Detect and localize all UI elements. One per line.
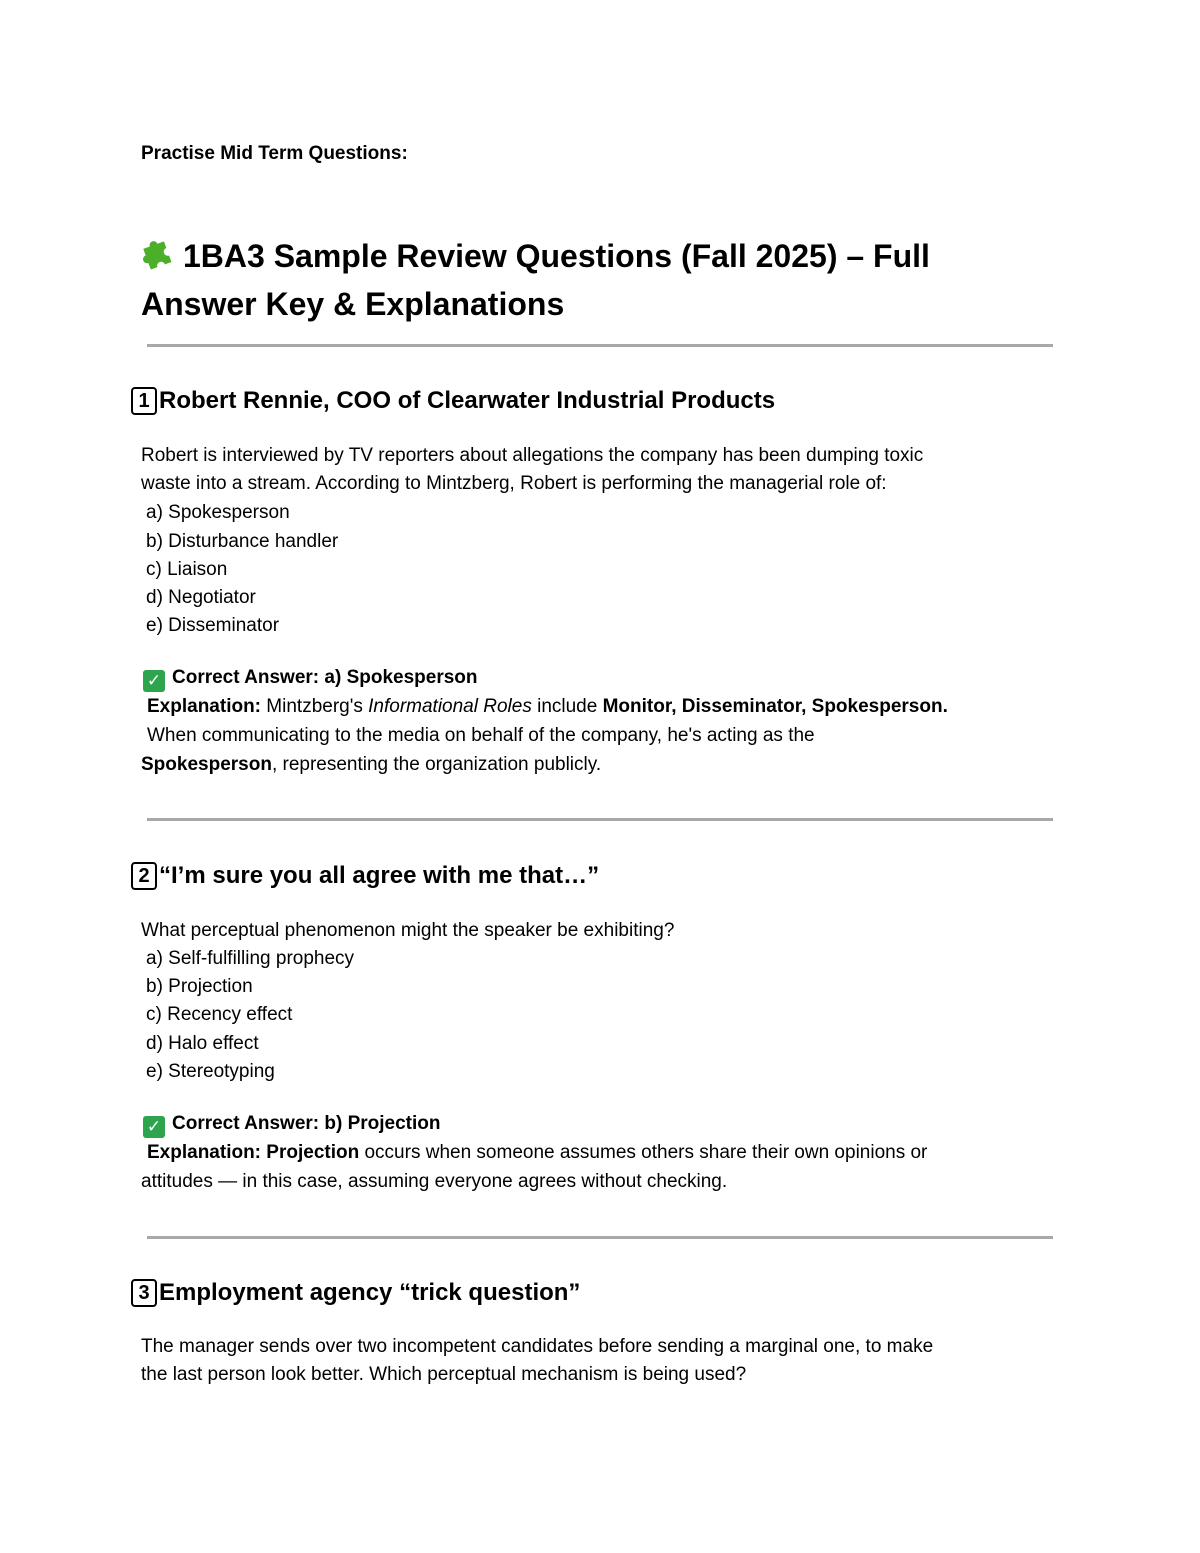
explanation-2-line-2: attitudes — in this case, assuming everyone agrees without checking.: [141, 1171, 728, 1192]
question-2-text-line-1: What perceptual phenomenon might the speaker be exhibiting?: [141, 920, 675, 941]
title-line-1: 1BA3 Sample Review Questions (Fall 2025) – Full: [183, 238, 930, 274]
question-2-title: “I’m sure you all agree with me that…”: [159, 862, 600, 889]
explanation-text: occurs when someone assumes others share their own opinions or: [359, 1142, 928, 1163]
explanation-text: include: [531, 696, 603, 717]
explanation-label: Explanation:: [147, 696, 262, 717]
option-e: e) Disseminator: [146, 615, 280, 636]
page-title: [141, 234, 1041, 326]
puzzle-piece-icon: [141, 235, 177, 282]
question-2-heading: [138, 862, 600, 890]
explanation-1-line-1: [147, 693, 948, 721]
question-3-text-line-2: the last person look better. Which perceptual mechanism is being used?: [141, 1364, 747, 1385]
option-b: b) Projection: [146, 976, 253, 997]
question-3-text-line-1: The manager sends over two incompetent candidates before sending a marginal one, to make: [141, 1336, 934, 1357]
option-d: d) Negotiator: [146, 587, 256, 608]
option-b: b) Disturbance handler: [146, 531, 339, 552]
divider: [147, 1236, 1053, 1239]
option-a: a) Self-fulfilling prophecy: [146, 948, 355, 969]
option-e: e) Stereotyping: [146, 1061, 275, 1082]
explanation-bold: Monitor, Disseminator, Spokesperson.: [602, 696, 948, 717]
explanation-bold: Spokesperson: [141, 754, 272, 775]
question-1-heading: [138, 387, 776, 415]
question-1-text-line-1: Robert is interviewed by TV reporters about allegations the company has been dumping toxic: [141, 445, 924, 466]
explanation-2-line-1: [147, 1139, 927, 1167]
title-line-2: Answer Key & Explanations: [141, 286, 565, 322]
answer-2-label: Correct Answer: b) Projection: [172, 1113, 441, 1134]
option-a: a) Spokesperson: [146, 502, 290, 523]
explanation-bold: Projection: [261, 1142, 360, 1163]
explanation-text: Mintzberg's: [261, 696, 369, 717]
divider: [147, 344, 1053, 347]
question-3-heading: [138, 1279, 581, 1307]
check-mark-icon: ✓: [143, 1116, 165, 1138]
pre-title: Practise Mid Term Questions:: [141, 143, 408, 164]
option-c: c) Liaison: [146, 559, 228, 580]
question-3-title: Employment agency “trick question”: [159, 1279, 581, 1306]
explanation-text: , representing the organization publicly.: [271, 754, 602, 775]
explanation-1-line-3: [141, 751, 601, 779]
divider: [147, 818, 1053, 821]
question-1-text-line-2: waste into a stream. According to Mintzberg, Robert is performing the managerial role of:: [141, 473, 887, 494]
answer-1-label: Correct Answer: a) Spokesperson: [172, 667, 478, 688]
number-1-badge: 1: [131, 387, 157, 415]
explanation-1-line-2: When communicating to the media on behalf of the company, he's acting as the: [147, 725, 815, 746]
number-2-badge: 2: [131, 862, 157, 890]
answer-1: [143, 667, 478, 692]
option-d: d) Halo effect: [146, 1033, 259, 1054]
number-3-badge: 3: [131, 1279, 157, 1307]
explanation-label: Explanation:: [147, 1142, 262, 1163]
question-1-title: Robert Rennie, COO of Clearwater Industrial Products: [159, 387, 776, 414]
check-mark-icon: ✓: [143, 670, 165, 692]
option-c: c) Recency effect: [146, 1004, 293, 1025]
answer-2: [143, 1113, 441, 1138]
explanation-italic: Informational Roles: [368, 696, 532, 717]
